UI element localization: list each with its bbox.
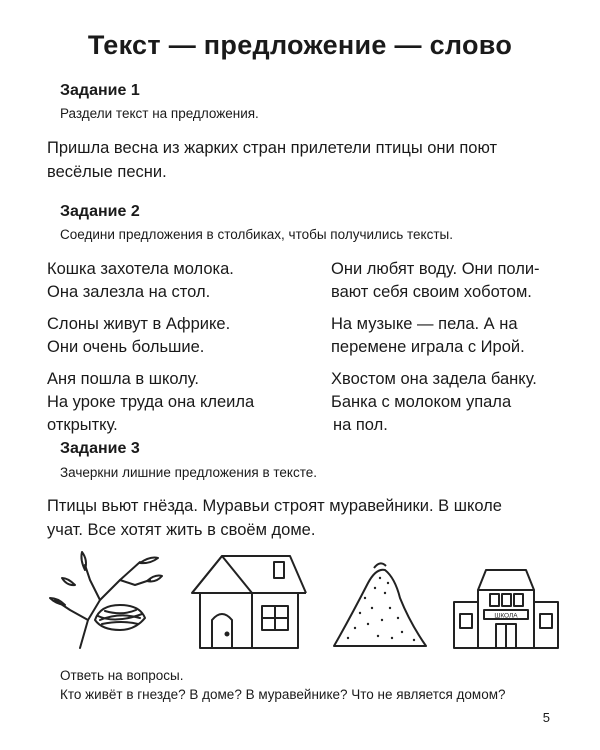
- right-text-3: [331, 368, 540, 437]
- task1-text: [47, 136, 547, 184]
- sentence: Она залезла на стол.: [47, 283, 211, 301]
- questions-block: [60, 666, 506, 704]
- house-icon: [180, 548, 310, 652]
- questions-line: Кто живёт в гнезде? В доме? В муравейнике? Что не является домом?: [60, 687, 506, 702]
- sentence: Кошка захотела молока.: [47, 260, 234, 278]
- task1-instruction: Раздели текст на предложения.: [60, 106, 259, 121]
- sentence: открытку.: [47, 416, 118, 434]
- right-column: [331, 258, 540, 446]
- sentence: Они любят воду. Они поли-: [331, 260, 540, 278]
- sentence: Они очень большие.: [47, 338, 205, 356]
- task2-instruction: Соедини предложения в столбиках, чтобы получились тексты.: [60, 227, 453, 242]
- school-sign-text: ШКОЛА: [494, 612, 518, 620]
- sentence: Хвостом она задела банку.: [331, 370, 537, 388]
- questions-intro: Ответь на вопросы.: [60, 668, 184, 683]
- right-text-2: [331, 313, 540, 359]
- sentence: Банка с молоком упала: [331, 393, 512, 411]
- sentence: На музыке — пела. А на: [331, 315, 518, 333]
- sentence: Слоны живут в Африке.: [47, 315, 231, 333]
- left-text-3: [47, 368, 254, 437]
- task3-heading: Задание 3: [60, 440, 140, 457]
- task1-text-line1: Пришла весна из жарких стран прилетели птицы они поют: [47, 139, 498, 157]
- pictures-row: [40, 540, 560, 650]
- task1-heading: Задание 1: [60, 82, 140, 99]
- left-text-2: [47, 313, 254, 359]
- left-text-1: [47, 258, 254, 304]
- school-icon: [450, 562, 560, 652]
- anthill-icon: [330, 558, 430, 650]
- task3-text-line1: Птицы вьют гнёзда. Муравьи строят муравейники. В школе: [47, 497, 502, 515]
- sentence: на пол.: [333, 416, 388, 434]
- sentence: На уроке труда она клеила: [47, 393, 255, 411]
- task1-text-line2: весёлые песни.: [47, 163, 167, 181]
- page-title: Текст — предложение — слово: [87, 30, 513, 60]
- sentence: Аня пошла в школу.: [47, 370, 199, 388]
- task2-heading: Задание 2: [60, 203, 140, 220]
- page-number: 5: [542, 710, 550, 725]
- nest-icon: [40, 550, 165, 650]
- sentence: вают себя своим хоботом.: [331, 283, 532, 301]
- sentence: перемене играла с Ирой.: [331, 338, 525, 356]
- task3-instruction: Зачеркни лишние предложения в тексте.: [60, 465, 318, 480]
- task3-text-line2: учат. Все хотят жить в своём доме.: [47, 521, 316, 539]
- task3-text: [47, 494, 547, 542]
- right-text-1: [331, 258, 540, 304]
- left-column: [47, 258, 254, 446]
